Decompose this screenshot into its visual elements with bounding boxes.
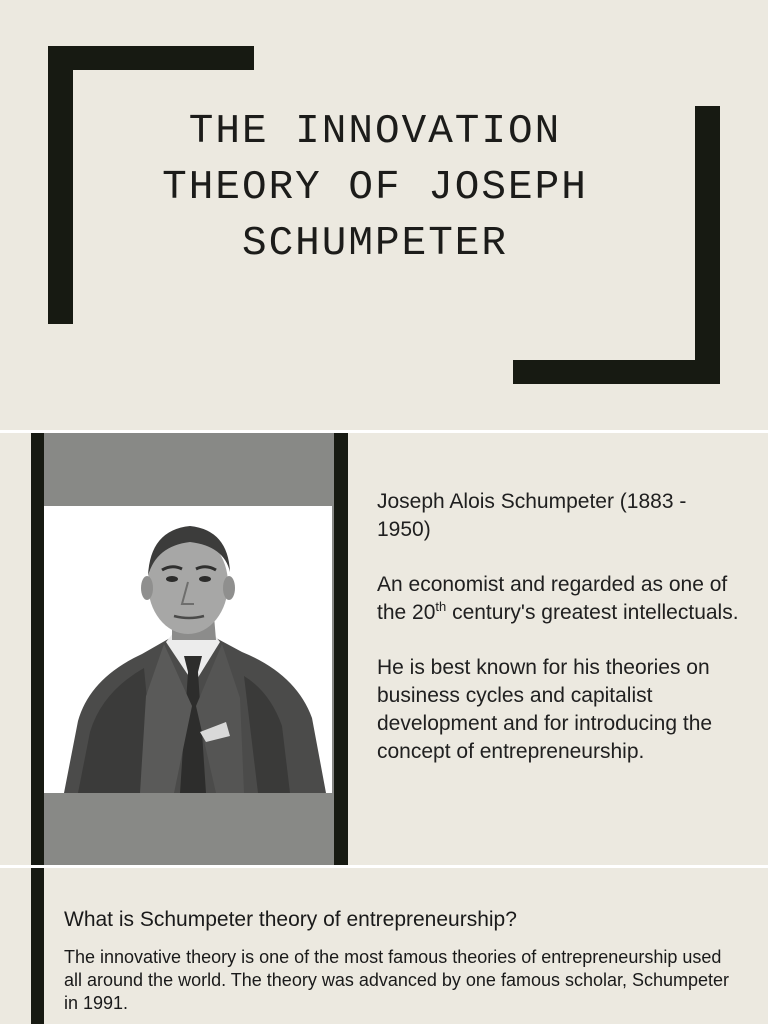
section-heading: What is Schumpeter theory of entrepreneurship? [64,908,517,931]
theory-slide [0,868,768,1024]
bottom-right-bracket-horizontal [513,360,720,384]
slide-title [100,104,650,272]
portrait-photo [44,506,332,793]
left-accent-bar [31,868,44,1024]
left-accent-bar [31,433,44,865]
bio-name-dates [377,488,762,544]
description-text-end: century's greatest intellectuals. [446,601,739,624]
biography-text [377,488,762,793]
top-left-bracket-horizontal [48,46,254,70]
section-body: The innovative theory is one of the most famous theories of entrepreneurship used all around the world. The theory was advanced by one famous scholar, Schumpeter in 1991. [64,947,730,1013]
title-line-1: THE INNOVATION [188,109,562,155]
title-line-3: SCHUMPETER [241,221,509,267]
top-left-bracket-vertical [48,46,73,324]
title-slide [0,0,768,430]
title-line-2: THEORY OF JOSEPH [162,165,588,211]
bio-known-for: He is best known for his theories on business cycles and capitalist development and for introducing the concept of entrepreneurship. [377,656,713,763]
bio-description [377,571,762,627]
bio-line-1: Joseph Alois Schumpeter (1883 - [377,490,687,513]
description-text: An economist and regarded as one of the 20 [377,573,728,624]
bio-line-2: 1950) [377,518,431,541]
right-accent-bar [334,433,348,865]
biography-slide [0,433,768,865]
bottom-right-bracket-vertical [695,106,720,384]
ordinal-suffix: th [435,599,447,614]
